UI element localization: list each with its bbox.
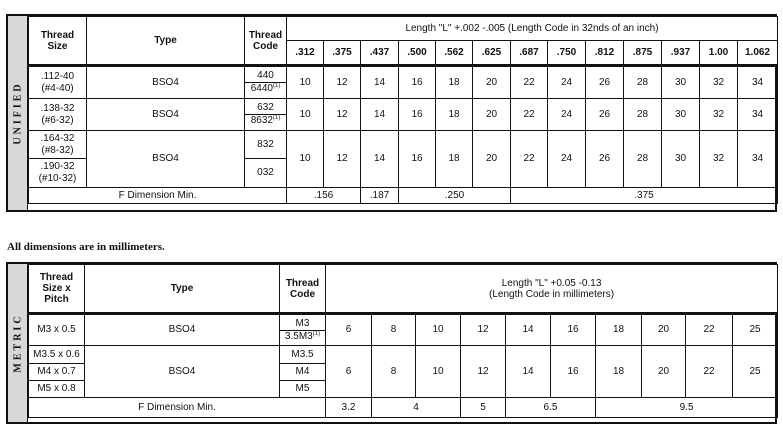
- table-row: [29, 99, 778, 131]
- length-col-header: .812: [586, 41, 624, 66]
- thread-size-value: (#4-40): [41, 82, 74, 94]
- unified-table-block: [6, 14, 777, 212]
- type-cell: BSO4: [85, 346, 280, 398]
- length-col-header: .437: [361, 41, 399, 66]
- table-row: [29, 131, 778, 159]
- f-dimension-row: [29, 398, 778, 418]
- length-code-cell: 22: [686, 346, 733, 398]
- header-length: [326, 265, 778, 314]
- length-code-cell: 20: [642, 346, 686, 398]
- length-code-cell: 14: [361, 66, 399, 99]
- length-col-header: .375: [324, 41, 361, 66]
- length-code-cell: 16: [551, 314, 596, 346]
- footnote-mark: (1): [272, 115, 281, 121]
- length-code-cell: 18: [436, 99, 473, 131]
- length-col-header: .312: [287, 41, 324, 66]
- metric-table-block: [6, 262, 777, 424]
- f-dimension-label: F Dimension Min.: [29, 188, 287, 204]
- metric-table: [28, 264, 778, 418]
- length-code-cell: 20: [473, 66, 511, 99]
- header-thread-size: Thread Size: [29, 17, 87, 66]
- thread-code-value: M3: [280, 318, 325, 331]
- thread-size-cell: [29, 66, 87, 99]
- thread-code-cell: 032: [245, 159, 287, 188]
- length-code-cell: 12: [461, 346, 506, 398]
- table-row: [29, 314, 778, 346]
- f-dimension-value: .156: [287, 188, 361, 204]
- length-code-cell: 32: [700, 131, 738, 188]
- length-code-cell: 16: [399, 66, 436, 99]
- thread-code-cell: 832: [245, 131, 287, 159]
- length-code-cell: 14: [506, 314, 551, 346]
- length-code-cell: 6: [326, 314, 372, 346]
- length-code-cell: 14: [506, 346, 551, 398]
- length-col-header: .500: [399, 41, 436, 66]
- length-code-cell: 12: [324, 66, 361, 99]
- thread-size-value: .164-32: [40, 132, 75, 144]
- header-thread-size: Thread Size x Pitch: [29, 265, 85, 314]
- f-dimension-row: [29, 188, 778, 204]
- thread-code-cell: [280, 314, 326, 346]
- length-code-cell: 18: [596, 346, 642, 398]
- length-code-cell: 30: [662, 99, 700, 131]
- length-col-header: .937: [662, 41, 700, 66]
- f-dimension-label: F Dimension Min.: [29, 398, 326, 418]
- thread-code-cell: M3.5: [280, 346, 326, 364]
- thread-code-value-wrap: [245, 115, 286, 127]
- unified-side-label: [8, 16, 28, 210]
- length-code-cell: 30: [662, 66, 700, 99]
- footnote-mark: (1): [312, 330, 321, 337]
- length-code-cell: 16: [399, 131, 436, 188]
- length-code-cell: 22: [511, 99, 548, 131]
- thread-code-cell: M5: [280, 381, 326, 398]
- f-dimension-value: 9.5: [596, 398, 778, 418]
- thread-code-value-wrap: [245, 83, 286, 95]
- header-length-line: Length "L" +0.05 -0.13: [501, 277, 602, 289]
- f-dimension-value: 5: [461, 398, 506, 418]
- length-code-cell: 8: [372, 314, 416, 346]
- thread-size-value: (#8-32): [41, 144, 74, 156]
- thread-code-value: 440: [245, 70, 286, 83]
- unified-table: [28, 16, 778, 204]
- header-thread-code: Thread Code: [245, 17, 287, 66]
- unified-side-text: UNIFIED: [12, 81, 23, 145]
- length-col-header: 1.062: [738, 41, 778, 66]
- length-code-cell: 10: [416, 346, 461, 398]
- length-code-cell: 24: [548, 99, 586, 131]
- length-code-cell: 28: [624, 99, 662, 131]
- length-col-header: .750: [548, 41, 586, 66]
- metric-side-text: METRIC: [12, 313, 23, 373]
- thread-size-cell: M3.5 x 0.6: [29, 346, 85, 364]
- length-col-header: 1.00: [700, 41, 738, 66]
- length-code-cell: 18: [436, 131, 473, 188]
- thread-code-value: 6440: [250, 83, 273, 94]
- f-dimension-value: .187: [361, 188, 399, 204]
- thread-size-value: .112-40: [40, 70, 75, 82]
- type-cell: BSO4: [87, 131, 245, 188]
- length-code-cell: 24: [548, 66, 586, 99]
- header-type: Type: [87, 17, 245, 66]
- length-code-cell: 20: [473, 131, 511, 188]
- thread-code-value: 3.5M3: [284, 330, 313, 342]
- thread-code-value: 632: [245, 102, 286, 115]
- length-code-cell: 12: [461, 314, 506, 346]
- f-dimension-value: 6.5: [506, 398, 596, 418]
- length-code-cell: 20: [473, 99, 511, 131]
- f-dimension-value: .375: [511, 188, 778, 204]
- type-cell: BSO4: [87, 66, 245, 99]
- thread-size-cell: M3 x 0.5: [29, 314, 85, 346]
- thread-code-cell: [245, 66, 287, 99]
- length-code-cell: 26: [586, 66, 624, 99]
- length-code-cell: 32: [700, 99, 738, 131]
- thread-code-cell: M4: [280, 364, 326, 381]
- length-col-header: .875: [624, 41, 662, 66]
- metric-side-label: [8, 264, 28, 422]
- length-code-cell: 34: [738, 66, 778, 99]
- units-note: All dimensions are in millimeters.: [7, 241, 165, 253]
- length-code-cell: 28: [624, 131, 662, 188]
- length-code-cell: 10: [287, 131, 324, 188]
- length-code-cell: 10: [287, 99, 324, 131]
- header-thread-code: Thread Code: [280, 265, 326, 314]
- length-code-cell: 16: [551, 346, 596, 398]
- length-code-cell: 22: [511, 131, 548, 188]
- length-code-cell: 34: [738, 131, 778, 188]
- thread-size-value: (#6-32): [41, 114, 74, 126]
- thread-code-cell: [245, 99, 287, 131]
- thread-size-cell: [29, 131, 87, 159]
- length-code-cell: 10: [416, 314, 461, 346]
- length-code-cell: 18: [436, 66, 473, 99]
- type-cell: BSO4: [87, 99, 245, 131]
- length-code-cell: 20: [642, 314, 686, 346]
- header-type: Type: [85, 265, 280, 314]
- f-dimension-value: 3.2: [326, 398, 372, 418]
- length-code-cell: 25: [733, 346, 778, 398]
- length-code-cell: 14: [361, 99, 399, 131]
- length-code-cell: 6: [326, 346, 372, 398]
- thread-size-cell: M4 x 0.7: [29, 364, 85, 381]
- thread-size-value: .190-32: [40, 161, 75, 172]
- thread-size-cell: M5 x 0.8: [29, 381, 85, 398]
- header-length-line: (Length Code in millimeters): [489, 288, 615, 300]
- length-code-cell: 22: [686, 314, 733, 346]
- length-code-cell: 14: [361, 131, 399, 188]
- length-code-cell: 10: [287, 66, 324, 99]
- length-code-cell: 12: [324, 99, 361, 131]
- length-code-cell: 34: [738, 99, 778, 131]
- f-dimension-value: 4: [372, 398, 461, 418]
- f-dimension-value: .250: [399, 188, 511, 204]
- table-row: [29, 346, 778, 364]
- thread-code-value: 8632: [250, 115, 273, 126]
- length-col-header: .562: [436, 41, 473, 66]
- thread-code-value-wrap: [280, 331, 325, 343]
- length-col-header: .687: [511, 41, 548, 66]
- thread-size-value: .138-32: [40, 102, 75, 114]
- length-code-cell: 32: [700, 66, 738, 99]
- thread-size-cell: [29, 159, 87, 188]
- thread-size-cell: [29, 99, 87, 131]
- length-col-header: .625: [473, 41, 511, 66]
- length-code-cell: 28: [624, 66, 662, 99]
- length-code-cell: 30: [662, 131, 700, 188]
- length-code-cell: 26: [586, 99, 624, 131]
- table-row: [29, 66, 778, 99]
- type-cell: BSO4: [85, 314, 280, 346]
- length-code-cell: 24: [548, 131, 586, 188]
- length-code-cell: 18: [596, 314, 642, 346]
- length-code-cell: 22: [511, 66, 548, 99]
- footnote-mark: (1): [272, 83, 281, 89]
- thread-size-value: (#10-32): [38, 173, 77, 184]
- length-code-cell: 25: [733, 314, 778, 346]
- length-code-cell: 12: [324, 131, 361, 188]
- length-code-cell: 8: [372, 346, 416, 398]
- length-code-cell: 16: [399, 99, 436, 131]
- length-code-cell: 26: [586, 131, 624, 188]
- header-length: Length "L" +.002 -.005 (Length Code in 32nds of an inch): [287, 17, 778, 41]
